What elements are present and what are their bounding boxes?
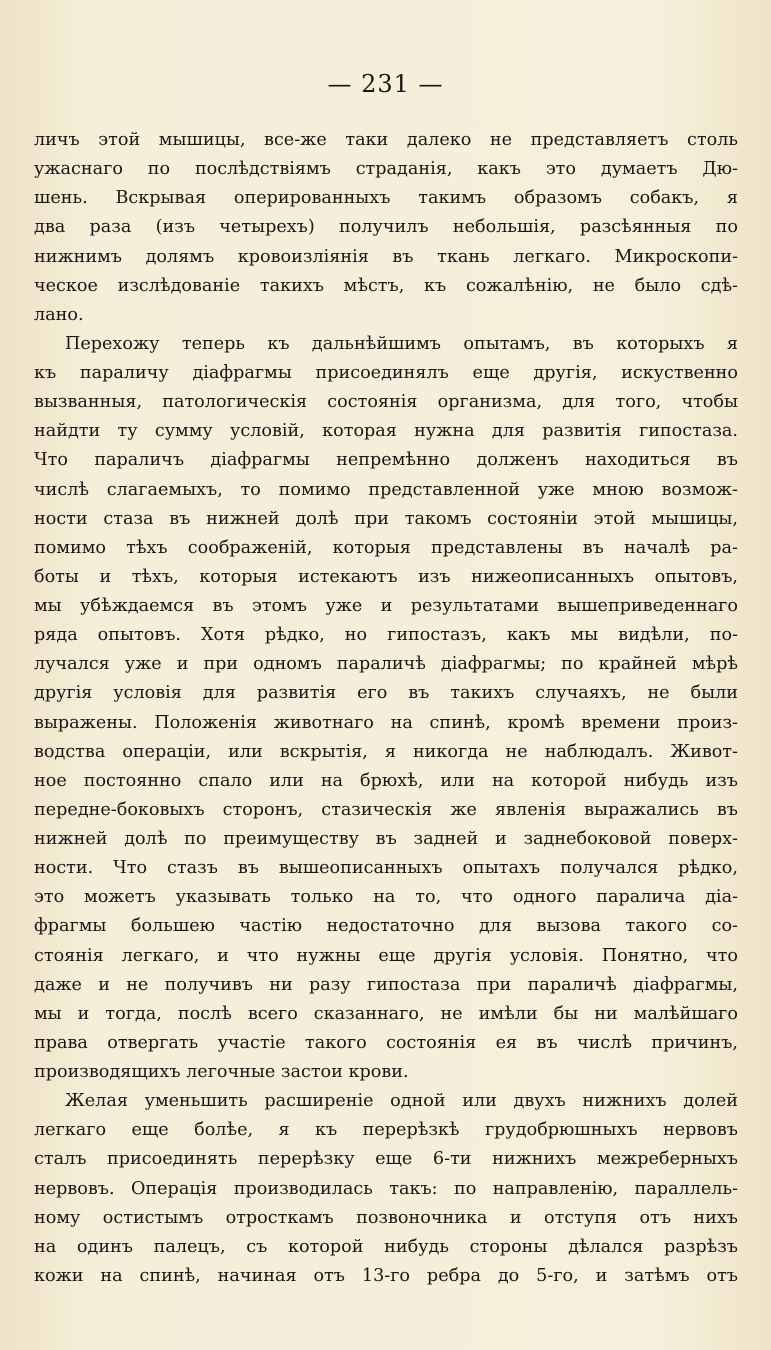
text-line: водства операціи, или вскрытія, я никогда не наблюдалъ. Живот- (34, 741, 738, 762)
text-line: производящихъ легочные застои крови. (34, 1062, 409, 1082)
text-line: шень. Вскрывая оперированныхъ такимъ образомъ собакъ, я (34, 188, 738, 209)
text-line: ряда опытовъ. Хотя рѣдко, но гипостазъ, какъ мы видѣли, по- (34, 625, 738, 646)
text-line: помимо тѣхъ соображеній, которыя представлены въ началѣ ра- (34, 537, 738, 558)
text-line: ности стаза въ нижней долѣ при такомъ состояніи этой мышицы, (34, 508, 738, 529)
text-line: нервовъ. Операція производилась такъ: по направленію, параллель- (34, 1178, 738, 1199)
text-line: лучался уже и при одномъ параличѣ діафрагмы; по крайней мѣрѣ (34, 654, 738, 675)
text-line: сталъ присоединять перерѣзку еще 6-ти нижнихъ межреберныхъ (34, 1149, 738, 1170)
text-line: ужаснаго по послѣдствіямъ страданія, какъ это думаетъ Дю- (34, 159, 738, 180)
paragraph (34, 126, 738, 330)
text-line: другія условія для развитія его въ такихъ случаяхъ, не были (34, 683, 738, 704)
text-line: Желая уменьшить расширеніе одной или двухъ нижнихъ долей (65, 1091, 738, 1112)
text-line: числѣ слагаемыхъ, то помимо представленной уже мною возмож- (34, 479, 738, 500)
text-line: легкаго еще болѣе, я къ перерѣзкѣ грудобрюшныхъ нервовъ (34, 1120, 738, 1141)
text-line: личъ этой мышицы, все-же таки далеко не представляетъ столь (34, 130, 738, 150)
text-line: ное постоянно спало или на брюхѣ, или на которой нибудь изъ (34, 770, 738, 791)
text-line: даже и не получивъ ни разу гипостаза при параличѣ діафрагмы, (34, 974, 738, 995)
text-line: ческое изслѣдованіе такихъ мѣстъ, къ сожалѣнію, не было сдѣ- (34, 275, 738, 296)
text-line: лано. (34, 304, 84, 325)
text-line: это можетъ указывать только на то, что одного паралича діа- (34, 887, 738, 908)
text-line: къ параличу діафрагмы присоединялъ еще другія, искуственно (34, 363, 738, 383)
text-line: права отвергать участіе такого состоянія ея въ числѣ причинъ, (34, 1032, 738, 1053)
text-line: фрагмы большею частію недостаточно для вызова такого со- (34, 916, 738, 937)
text-line: мы и тогда, послѣ всего сказаннаго, не имѣли бы ни малѣйшаго (34, 1003, 738, 1024)
text-line: кожи на спинѣ, начиная отъ 13-го ребра до 5-го, и затѣмъ отъ (34, 1265, 738, 1286)
page-number: — 231 — (327, 70, 444, 98)
paragraph (34, 1087, 738, 1291)
text-line: Перехожу теперь къ дальнѣйшимъ опытамъ, въ которыхъ я (65, 333, 738, 354)
text-line: два раза (изъ четырехъ) получилъ небольшія, разсѣянныя по (34, 217, 738, 238)
text-line: нижней долѣ по преимуществу въ задней и заднебоковой поверх- (34, 829, 738, 849)
text-line: найдти ту сумму условій, которая нужна для развитія гипостаза. (34, 421, 738, 442)
text-line: на одинъ палецъ, съ которой нибудь стороны дѣлался разрѣзъ (34, 1236, 738, 1257)
body-text (34, 126, 738, 1291)
text-line: Что параличъ діафрагмы непремѣнно долженъ находиться въ (34, 450, 738, 471)
text-line: мы убѣждаемся въ этомъ уже и результатами вышеприведеннаго (34, 596, 738, 616)
text-line: стоянія легкаго, и что нужны еще другія условія. Понятно, что (34, 945, 738, 966)
paragraph (34, 330, 738, 1087)
text-line: нижнимъ долямъ кровоизліянія въ ткань легкаго. Микроскопи- (34, 246, 738, 267)
text-line: ному остистымъ отросткамъ позвоночника и отступя отъ нихъ (34, 1207, 738, 1228)
text-line: вызванныя, патологическія состоянія организма, для того, чтобы (34, 392, 738, 413)
text-line: выражены. Положенія животнаго на спинѣ, кромѣ времени произ- (34, 712, 738, 733)
text-line: боты и тѣхъ, которыя истекаютъ изъ нижеописанныхъ опытовъ, (34, 566, 738, 587)
text-line: ности. Что стазъ въ вышеописанныхъ опытахъ получался рѣдко, (34, 858, 738, 879)
text-line: передне-боковыхъ сторонъ, стазическія же явленія выражались въ (34, 799, 738, 820)
